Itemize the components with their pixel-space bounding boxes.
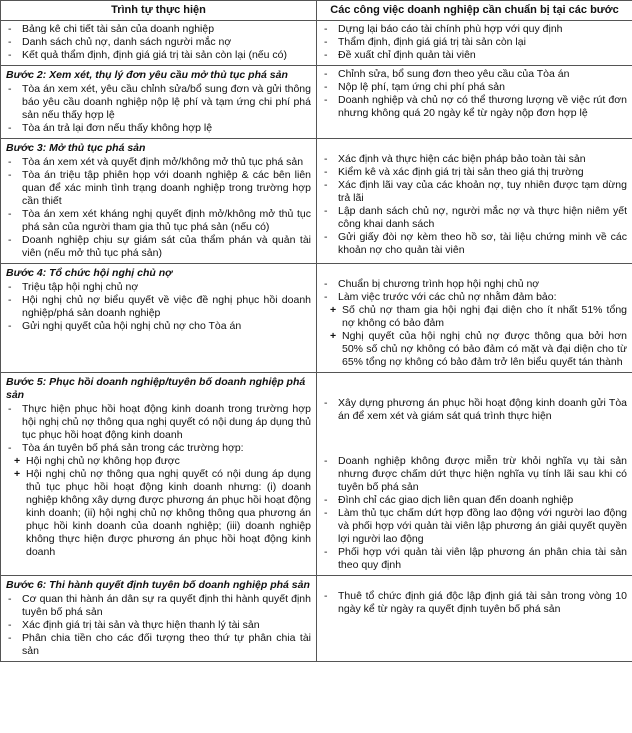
list-item: - Phân chia tiền cho các đối tượng theo thứ tự phân chia tài sản	[6, 632, 311, 658]
header-enterprise-tasks: Các công việc doanh nghiệp cần chuẩn bị tại các bước	[317, 1, 632, 21]
list-item: - Nộp lệ phí, tạm ứng chi phí phá sản	[322, 81, 627, 94]
row4-left	[1, 264, 317, 373]
list-item: - Phối hợp với quản tài viên lập phương án phân chia tài sản theo quy định	[322, 546, 627, 572]
list-item: - Doanh nghiệp và chủ nợ có thể thương lượng về việc rút đơn nhưng không quá 20 ngày kể từ ngày nộp đơn hợp lệ	[322, 94, 627, 120]
sub-list-item: + Hội nghị chủ nợ không họp được	[6, 455, 311, 468]
list-item: - Triệu tập hội nghị chủ nợ	[6, 281, 311, 294]
list-item: - Tòa án xem xét và quyết định mở/không mở thủ tục phá sản	[6, 156, 311, 169]
step-title: Bước 6: Thi hành quyết định tuyên bố doanh nghiệp phá sản	[6, 579, 310, 591]
row6-left	[1, 576, 317, 662]
list-item: - Dựng lại báo cáo tài chính phù hợp với quy định	[322, 23, 627, 36]
step-title: Bước 5: Phục hồi doanh nghiệp/tuyên bố doanh nghiệp phá sản	[6, 376, 306, 401]
list-item: - Tòa án xem xét kháng nghị quyết định mở/không mở thủ tục phá sản của người tham gia thủ tục phá sản (nếu có)	[6, 208, 311, 234]
list-item: - Danh sách chủ nợ, danh sách người mắc nợ	[6, 36, 311, 49]
table-row	[1, 139, 632, 264]
list-item: - Tòa án xem xét, yêu cầu chỉnh sửa/bổ sung đơn và gửi thông báo yêu cầu doanh nghiệp nộp lệ phí và tạm ứng chi phí phá sản nếu thấy hợp lệ	[6, 83, 311, 122]
list-item: - Lập danh sách chủ nợ, người mắc nợ và thực hiện niêm yết công khai danh sách	[322, 205, 627, 231]
sub-list-item: + Nghị quyết của hội nghị chủ nợ được thông qua bởi hơn 50% số chủ nợ không có bảo đảm có mặt và đại diện cho từ 65% tổng nợ không có bảo đảm trở lên biểu quyết tán thành	[322, 330, 627, 369]
table-row	[1, 66, 632, 139]
list-item: - Gửi giấy đòi nợ kèm theo hồ sơ, tài liệu chứng minh về các khoản nợ cho quản tài viên	[322, 231, 627, 257]
header-procedure: Trình tự thực hiện	[1, 1, 317, 21]
table-row	[1, 576, 632, 662]
table-header-row	[1, 1, 632, 21]
list-item: - Tòa án tuyên bố phá sản trong các trường hợp:	[6, 442, 311, 455]
list-item: - Tòa án trả lại đơn nếu thấy không hợp lệ	[6, 122, 311, 135]
row1-left	[1, 21, 317, 66]
list-item: - Cơ quan thi hành án dân sự ra quyết định thi hành quyết định tuyên bố phá sản	[6, 593, 311, 619]
list-item: - Chuẩn bị chương trình họp hội nghị chủ nợ	[322, 278, 627, 291]
list-item: - Tòa án triệu tập phiên họp với doanh nghiệp & các bên liên quan để xác minh tình trạng doanh nghiệp trong trường hợp cần thiết	[6, 169, 311, 208]
row3-right	[317, 139, 632, 264]
list-item: - Xây dựng phương án phục hồi hoạt động kinh doanh gửi Tòa án để xem xét và giám sát quá trình thực hiện	[322, 397, 627, 423]
list-item: - Thẩm định, định giá giá trị tài sản còn lại	[322, 36, 627, 49]
row6-right	[317, 576, 632, 662]
list-item: - Bảng kê chi tiết tài sản của doanh nghiệp	[6, 23, 311, 36]
row5-right	[317, 373, 632, 576]
list-item: - Kết quả thẩm định, định giá giá trị tài sản còn lại (nếu có)	[6, 49, 311, 62]
list-item: - Gửi nghị quyết của hội nghị chủ nợ cho Tòa án	[6, 320, 311, 333]
row4-right	[317, 264, 632, 373]
list-item: - Đề xuất chỉ định quản tài viên	[322, 49, 627, 62]
list-item: - Xác định giá trị tài sản và thực hiện thanh lý tài sản	[6, 619, 311, 632]
table-row	[1, 373, 632, 576]
list-item: - Chỉnh sửa, bổ sung đơn theo yêu cầu của Tòa án	[322, 68, 627, 81]
row2-right	[317, 66, 632, 139]
step-title: Bước 2: Xem xét, thụ lý đơn yêu cầu mở thủ tục phá sản	[6, 69, 288, 81]
list-item: - Kiểm kê và xác định giá trị tài sản theo giá thị trường	[322, 166, 627, 179]
list-item: - Doanh nghiệp không được miễn trừ khỏi nghĩa vụ tài sản nhưng được chấm dứt thực hiện nghĩa vụ tính lãi sau khi có tuyên bố phá sản	[322, 455, 627, 494]
table-row	[1, 21, 632, 66]
row1-right	[317, 21, 632, 66]
row2-left	[1, 66, 317, 139]
list-item: - Đình chỉ các giao dịch liên quan đến doanh nghiệp	[322, 494, 627, 507]
list-item: - Thực hiện phục hồi hoạt động kinh doanh trong trường hợp hội nghị chủ nợ thông qua nghị quyết có nội dung áp dụng thủ tục phục hồi hoạt động kinh doanh	[6, 403, 311, 442]
step-title: Bước 3: Mở thủ tục phá sản	[6, 142, 146, 154]
list-item: - Hội nghị chủ nợ biểu quyết về việc đề nghị phục hồi doanh nghiệp/phá sản doanh nghiệp	[6, 294, 311, 320]
list-item: - Doanh nghiệp chịu sự giám sát của thẩm phán và quản tài viên (nếu mở thủ tục phá sản)	[6, 234, 311, 260]
table-row	[1, 264, 632, 373]
row3-left	[1, 139, 317, 264]
list-item: - Làm việc trước với các chủ nợ nhằm đảm bảo:	[322, 291, 627, 304]
list-item: - Làm thủ tục chấm dứt hợp đồng lao động với người lao động và phối hợp với quản tài viên lập phương án giải quyết quyền lợi người lao động	[322, 507, 627, 546]
sub-list-item: + Số chủ nợ tham gia hội nghị đại diện cho ít nhất 51% tổng nợ không có bảo đảm	[322, 304, 627, 330]
row5-left	[1, 373, 317, 576]
step-title: Bước 4: Tổ chức hội nghị chủ nợ	[6, 267, 173, 279]
list-item: - Thuê tổ chức định giá độc lập định giá tài sản trong vòng 10 ngày kể từ ngày ra quyết định tuyên bố phá sản	[322, 590, 627, 616]
list-item: - Xác định lãi vay của các khoản nợ, tuy nhiên được tạm dừng trả lãi	[322, 179, 627, 205]
list-item: - Xác định và thực hiện các biện pháp bảo toàn tài sản	[322, 153, 627, 166]
sub-list-item: + Hội nghị chủ nợ thông qua nghị quyết có nội dung áp dụng thủ tục phục hồi hoạt động kinh doanh nhưng: (i) doanh nghiệp không xây dựng được phương án phục hồi hoạt động kinh doanh; (ii) hội nghị chủ nợ không thông qua phương án phục hồi kinh doanh của doanh nghiệp; (iii) doanh nghiệp không thực hiện được phương án phục hồi hoạt động kinh doanh	[6, 468, 311, 559]
